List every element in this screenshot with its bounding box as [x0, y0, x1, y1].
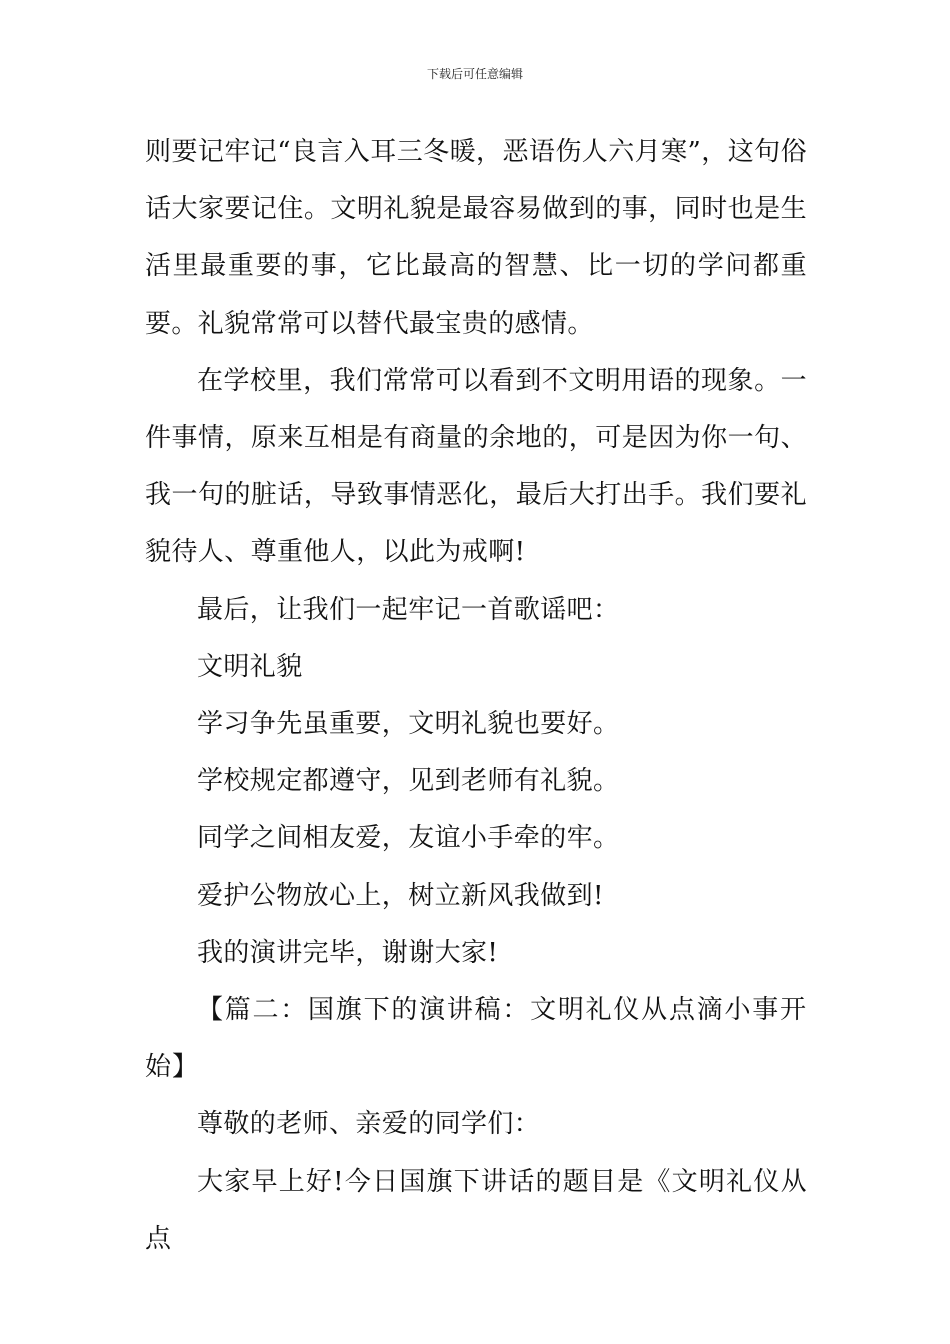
ballad-line-4: 爱护公物放心上，树立新风我做到!: [197, 880, 604, 911]
salutation: 尊敬的老师、亲爱的同学们：: [197, 1109, 541, 1140]
page-header: 下载后可任意编辑: [426, 67, 523, 81]
paragraph-continuation: 则要记牢记“良言入耳三冬暖，恶语伤人六月寒”，这句俗话大家要记住。文明礼貌是最容易做到的事，同时也是生活里最重要的事，它比最高的智慧、比一切的学问都重要。礼貌常常可以替代最宝贵的感情。: [145, 137, 807, 339]
paragraph-ballad-intro: 最后，让我们一起牢记一首歌谣吧：: [197, 594, 620, 625]
ballad-line-3: 同学之间相友爱，友谊小手牵的牢。: [197, 823, 620, 854]
paragraph-greeting: 大家早上好!今日国旗下讲话的题目是《文明礼仪从点: [145, 1166, 807, 1254]
document-body: [145, 124, 807, 1268]
paragraph-school-phenomenon: 在学校里，我们常常可以看到不文明用语的现象。一件事情，原来互相是有商量的余地的，可是因为你一句、我一句的脏话，导致事情恶化，最后大打出手。我们要礼貌待人、尊重他人，以此为戒啊!: [145, 365, 807, 568]
ballad-line-2: 学校规定都遵守，见到老师有礼貌。: [197, 766, 620, 797]
speech-closing: 我的演讲完毕，谢谢大家!: [197, 937, 499, 968]
ballad-line-1: 学习争先虽重要，文明礼貌也要好。: [197, 709, 620, 740]
section-heading: 【篇二：国旗下的演讲稿：文明礼仪从点滴小事开始】: [145, 995, 807, 1083]
ballad-title: 文明礼貌: [197, 651, 303, 682]
